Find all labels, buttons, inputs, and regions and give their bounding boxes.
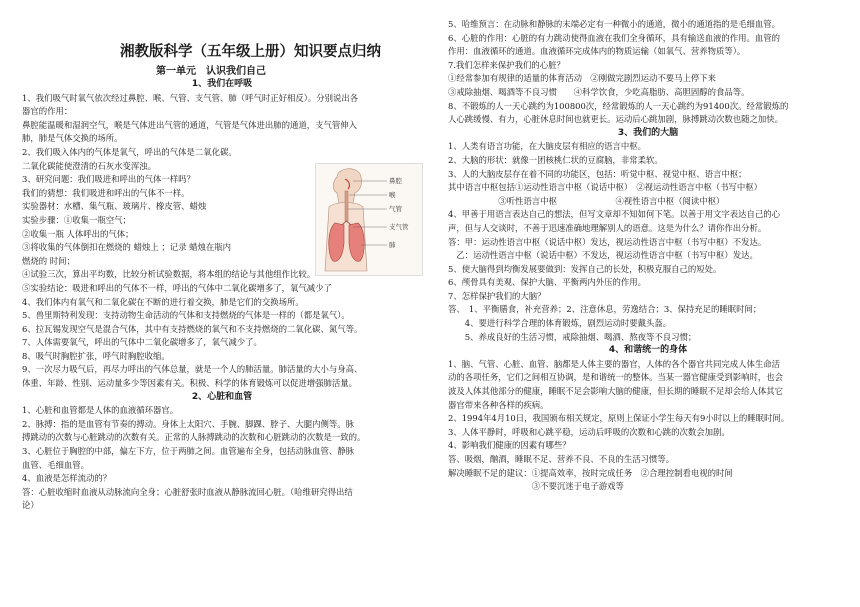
text-line: 作用：血液循环的通道。血液循环完成体内的物质运输（如氧气、营养物质等）。 [448, 46, 746, 57]
text-line: 答、 1、平衡膳食，补充营养；2、注意休息，劳逸结合；3、保持充足的睡眠时间； [448, 304, 762, 315]
text-line: 1、人类有语言功能，在大脑皮层有相应的语言中枢。 [448, 141, 646, 152]
text-line: 1、我们吸气时氧气依次经过鼻腔、喉、气管、支气管、肺（呼气时正好相反）。分别说出各 [22, 92, 359, 103]
text-line: 1、心脏和血管都是人体的血液循环器官。 [22, 405, 179, 416]
text-line: 7、怎样保护我们的大脑？ [448, 290, 546, 301]
text-line: 5、使大脑得到均衡发展要做到：发挥自己的长处，积极克服自己的短处。 [448, 263, 722, 274]
text-line: 论） [22, 500, 39, 511]
label-nose: 鼻腔 [389, 177, 402, 185]
text-line: 2、大脑的形状：就像一团核桃仁状的豆腐脑，非常柔软。 [448, 154, 663, 165]
text-line: 4、我们体内有氧气和二氧化碳在不断的进行着交换，肺是它们的交换场所。 [22, 296, 304, 307]
text-line: 6、拉瓦锡发现空气是混合气体，其中有支持燃烧的氧气和不支持燃烧的二氧化碳、氮气等。 [22, 323, 363, 334]
text-line: 4、要进行科学合理的体育锻炼，剧烈运动时要戴头盔。 [448, 318, 672, 329]
text-line: 答、吸烟，酗酒，睡眠不足、营养不良、不良的生活习惯等。 [448, 454, 675, 464]
left-column [22, 78, 422, 513]
text-line: 人心跳缓慢、有力，心脏休息时间也就更长。运动后心跳加剧，脉搏跳动次数也随之加快。 [448, 114, 783, 125]
text-line: 解决睡眠不足的建议：①提高效率，按时完成任务 ②合理控制看电视的时间 [448, 467, 733, 478]
text-line: 乙：运动性语言中枢（说话中枢）不发达，视运动性语言中枢（书写中枢）发达。 [448, 250, 758, 261]
text-line: ③听性语言中枢 ④视性语言中枢（阅读中枢） [448, 195, 725, 206]
text-line: 1、脑、气管、心脏、血管、脑都是人体主要的器官，人体的各个器官共同完成人体生命活 [448, 358, 780, 369]
text-line: ③戒除抽烟、喝酒等不良习惯 ④科学饮食，少吃高脂肪、高胆固醇的食品等。 [448, 86, 750, 97]
section-heading: 3、我们的大脑 [617, 127, 679, 138]
text-line: 波及人体其他部分的健康，睡眠不足会影响大脑的健康，但长期的睡眠不足却会给人体其它 [448, 386, 783, 397]
text-line: ⑤实验结论：吸进和呼出的气体不一样，呼出的气体中二氧化碳增多了，氧气减少了 [22, 282, 332, 293]
text-line: 血管、毛细血管。 [22, 459, 89, 470]
text-line: 答：心脏收缩时血液从动脉流向全身；心脏舒张时血液从静脉流回心脏。（哈维研究得出结 [22, 486, 353, 497]
section-heading: 1、我们在呼吸 [191, 79, 253, 89]
text-line: 2、我们吸入体内的气体是氧气，呼出的气体是二氧化碳。 [22, 146, 237, 157]
text-line: 5、兽里斯特利发现：支持动物生命活动的气体和支持燃烧的气体是一样的（都是氧气）。 [22, 310, 350, 321]
text-line: 4、影响我们健康的因素有哪些？ [448, 440, 571, 451]
text-line: 2、1994年4月10日，我国颁布相关规定，原则上保证小学生每天有9小时以上的睡眠时间。 [448, 413, 790, 424]
text-line: 声，但与人交谈时，不善于迅速准确地理解别人的语意。这是为什么？请你作出分析。 [448, 222, 767, 233]
text-line: 3、研究问题：我们吸进和呼出的气体一样吗？ [22, 174, 195, 185]
text-line: 6、心脏的作用：心脏的有力跳动使得血液在我们全身循环，具有输送血液的作用。血管的 [448, 32, 780, 43]
text-line: 2、脉搏：指的是血管有节奏的搏动。身体上太阳穴、手腕、脚踝、脖子、大腿内侧等。脉 [22, 418, 354, 429]
text-line: 肺，肺是气体交换的场所。 [22, 133, 123, 144]
label-larynx: 喉 [389, 191, 396, 199]
unit-title: 第一单元 认识我们自己 [156, 66, 266, 77]
label-lung: 肺 [389, 241, 396, 249]
text-line: 我们的猜想：我们吸进和呼出的气体不一样。 [22, 187, 190, 198]
text-line: 答：甲：运动性语言中枢（说话中枢）发达，视运动性语言中枢（书写中枢）不发达。 [448, 236, 767, 247]
text-line: 5、哈维预言：在动脉和静脉的末端必定有一种微小的通道，微小的通道指的是毛细血管。 [448, 19, 780, 29]
text-line: 6、颅骨具有美观、保护大脑、平衡两内外压的作用。 [448, 277, 646, 288]
text-line: 7.我们怎样来保护我们的心脏？ [448, 59, 565, 70]
text-line: 动的各项任务，它们之间相互协调，是和谐统一的整体。当某一器官健康受到影响时，也会 [448, 372, 783, 383]
text-line: 燃烧的 时间； [22, 255, 75, 266]
text-line: 7、人体需要氧气，呼出的气体中二氧化碳增多了，氧气减少了。 [22, 337, 262, 348]
text-line: 9、一次尽力吸气后，再尽力呼出的气体总量，就是一个人的肺活量。肺活量的大小与身高、 [22, 364, 363, 375]
document-title: 湘教版科学（五年级上册）知识要点归纳 [120, 44, 381, 60]
text-line: ③将收集的气体倒扣在燃烧的 蜡烛上 ；记录 蜡烛在瓶内 [22, 242, 231, 253]
label-bronchus: 支气管 [389, 223, 409, 231]
text-line: ②收集一瓶 人体呼出的气体； [22, 228, 134, 239]
text-line: 5、养成良好的生活习惯，戒除抽烟、喝酒、熬夜等不良习惯； [448, 331, 697, 342]
text-line: 器官带来各种各样的疾病。 [448, 399, 549, 410]
text-line: ③不要沉迷于电子游戏等 [448, 481, 624, 492]
text-line: 3、人的大脑皮层存在着不同的功能区，包括：听觉中枢、视觉中枢、语言中枢； [448, 168, 747, 179]
text-line: 8、吸气时胸腔扩张，呼气时胸腔收缩。 [22, 350, 170, 361]
right-column [448, 18, 848, 494]
text-line: 器官的作用： [22, 106, 73, 117]
label-trachea: 气管 [389, 205, 402, 213]
text-line: 体重、年龄、性别、运动量多少等因素有关。积极、科学的体育锻炼可以促进增强肺活量。 [22, 378, 357, 389]
text-line: 实验器材：水槽、集气瓶、玻璃片、橡皮管、蜡烛 [22, 201, 207, 212]
text-line: ④试验三次，算出平均数，比较分析试验数据，将本组的结论与其他组作比较。 [22, 269, 316, 280]
text-line: 搏跳动的次数与心脏跳动的次数有关。正常的人脉搏跳动的次数和心脏跳动的次数是一致的。 [22, 432, 366, 443]
text-line: 8、不锻炼的人一天心跳约为100800次，经常锻炼的人一天心跳约为91400次。经常锻炼的 [448, 100, 789, 111]
text-line: 4、甲善于用语言表达自己的想法，但写文章却不知如何下笔。以善于用文字表达自己的心 [448, 209, 780, 220]
text-line: 实验步骤：①收集一瓶空气； [22, 214, 131, 225]
text-line: 二氧化碳能使澄清的石灰水变浑浊。 [22, 160, 156, 171]
text-line: ①经常参加有规律的适量的体育活动 ②刚做完剧烈运动不要马上停下来 [448, 73, 716, 84]
text-line: 鼻腔能温暖和湿润空气，喉是气体进出气管的通道，气管是气体进出肺的通道，支气管伸入 [22, 119, 357, 130]
text-line: 其中语言中枢包括①运动性语言中枢（说话中枢） ②视运动性语言中枢（书写中枢） [448, 182, 763, 193]
section-heading: 4、和谐统一的身体 [608, 345, 688, 356]
section-heading: 2、心脏和血管 [191, 391, 253, 402]
respiratory-system-figure [315, 163, 423, 276]
text-line: 3、人体平静时，呼吸和心跳平稳，运动后呼吸的次数和心跳的次数会加剧。 [448, 426, 730, 437]
text-line: 3、心脏位于胸腔的中部，偏左下方，位于两肺之间。血管遍布全身，包括动脉血管、静脉 [22, 446, 354, 457]
text-line: 4、血液是怎样流动的？ [22, 473, 112, 484]
